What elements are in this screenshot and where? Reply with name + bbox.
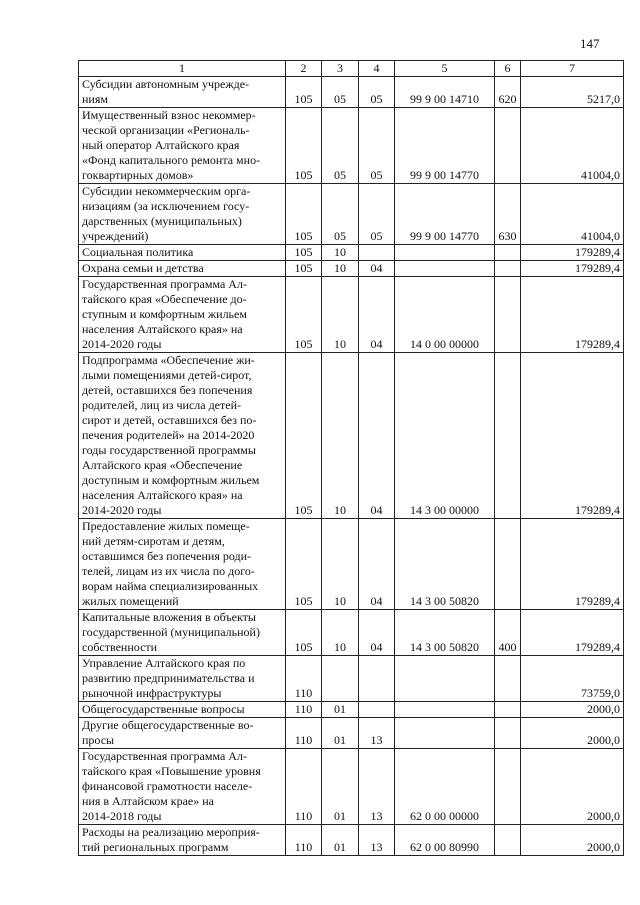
item-name-line: ния в Алтайском крае» на: [82, 794, 214, 808]
section-code-cell: 10: [322, 277, 359, 353]
item-name-cell: [79, 656, 286, 702]
item-name-cell: [79, 749, 286, 825]
column-header: 2: [286, 61, 322, 77]
expense-type-cell: [495, 108, 521, 184]
item-name-cell: [79, 519, 286, 610]
section-code-cell: 01: [322, 702, 359, 718]
item-name-line: государственной (муниципальной): [82, 625, 260, 639]
item-name-line: родителей, лиц из числа детей-: [82, 398, 241, 412]
department-code-cell: 105: [286, 184, 322, 245]
department-code-cell: 105: [286, 77, 322, 108]
item-name-line: тий региональных программ: [82, 840, 229, 854]
subsection-code-cell: [359, 245, 395, 261]
amount-cell: 179289,4: [521, 610, 624, 656]
item-name-line: Имущественный взнос некоммер-: [82, 108, 256, 122]
department-code-cell: 110: [286, 749, 322, 825]
page-number: 147: [580, 36, 600, 51]
section-code-cell: 05: [322, 184, 359, 245]
item-name-line: дарственных (муниципальных): [82, 214, 242, 228]
table-row: [79, 245, 624, 261]
item-name-line: детей, оставшихся без попечения: [82, 383, 253, 397]
target-item-cell: 14 3 00 50820: [395, 519, 495, 610]
item-name-line: низациям (за исключением госу-: [82, 199, 250, 213]
item-name-line: лыми помещениями детей-сирот,: [82, 368, 252, 382]
target-item-cell: [395, 702, 495, 718]
department-code-cell: 110: [286, 825, 322, 856]
section-code-cell: 01: [322, 825, 359, 856]
item-name-line: 2014-2020 годы: [82, 503, 162, 517]
table-row: [79, 184, 624, 245]
section-code-cell: [322, 656, 359, 702]
expense-type-cell: 620: [495, 77, 521, 108]
item-name-cell: [79, 277, 286, 353]
subsection-code-cell: 05: [359, 184, 395, 245]
department-code-cell: 105: [286, 261, 322, 277]
item-name-line: тайского края «Обеспечение до-: [82, 292, 247, 306]
section-code-cell: 10: [322, 261, 359, 277]
subsection-code-cell: 13: [359, 825, 395, 856]
subsection-code-cell: 13: [359, 718, 395, 749]
table-row: [79, 261, 624, 277]
item-name-line: собственности: [82, 640, 158, 654]
item-name-line: учреждений): [82, 229, 149, 243]
department-code-cell: 105: [286, 277, 322, 353]
item-name-line: Подпрограмма «Обеспечение жи-: [82, 353, 255, 367]
item-name-line: Капитальные вложения в объекты: [82, 610, 256, 624]
expense-type-cell: [495, 519, 521, 610]
item-name-cell: [79, 108, 286, 184]
expense-type-cell: [495, 261, 521, 277]
item-name-cell: [79, 702, 286, 718]
item-name-line: оставшимся без попечения роди-: [82, 549, 252, 563]
item-name-cell: [79, 77, 286, 108]
item-name-line: телей, лицам из их числа по дого-: [82, 564, 255, 578]
amount-cell: 179289,4: [521, 261, 624, 277]
expense-type-cell: [495, 718, 521, 749]
item-name-cell: [79, 718, 286, 749]
department-code-cell: 110: [286, 718, 322, 749]
item-name-cell: [79, 245, 286, 261]
table-row: [79, 702, 624, 718]
amount-cell: 73759,0: [521, 656, 624, 702]
subsection-code-cell: 05: [359, 108, 395, 184]
section-code-cell: 10: [322, 610, 359, 656]
expense-type-cell: [495, 245, 521, 261]
target-item-cell: 62 0 00 80990: [395, 825, 495, 856]
target-item-cell: 14 3 00 00000: [395, 353, 495, 519]
item-name-cell: [79, 184, 286, 245]
subsection-code-cell: [359, 702, 395, 718]
target-item-cell: 14 0 00 00000: [395, 277, 495, 353]
item-name-line: Субсидии автономным учрежде-: [82, 77, 250, 91]
item-name-line: «Фонд капитального ремонта мно-: [82, 153, 261, 167]
target-item-cell: 99 9 00 14710: [395, 77, 495, 108]
subsection-code-cell: 13: [359, 749, 395, 825]
item-name-line: Охрана семьи и детства: [82, 261, 204, 275]
amount-cell: 2000,0: [521, 702, 624, 718]
section-code-cell: 01: [322, 749, 359, 825]
subsection-code-cell: 05: [359, 77, 395, 108]
item-name-line: тайского края «Повышение уровня: [82, 764, 261, 778]
amount-cell: 179289,4: [521, 519, 624, 610]
department-code-cell: 110: [286, 656, 322, 702]
amount-cell: 2000,0: [521, 718, 624, 749]
subsection-code-cell: 04: [359, 519, 395, 610]
item-name-line: финансовой грамотности населе-: [82, 779, 253, 793]
section-code-cell: 05: [322, 108, 359, 184]
table-row: [79, 749, 624, 825]
table-row: [79, 353, 624, 519]
subsection-code-cell: [359, 656, 395, 702]
amount-cell: 179289,4: [521, 245, 624, 261]
subsection-code-cell: 04: [359, 261, 395, 277]
target-item-cell: 14 3 00 50820: [395, 610, 495, 656]
subsection-code-cell: 04: [359, 353, 395, 519]
department-code-cell: 105: [286, 353, 322, 519]
item-name-line: доступным и комфортным жильем: [82, 473, 260, 487]
item-name-line: Государственная программа Ал-: [82, 749, 247, 763]
section-code-cell: 10: [322, 245, 359, 261]
expense-type-cell: [495, 656, 521, 702]
column-number-row: [79, 61, 624, 77]
expense-type-cell: 630: [495, 184, 521, 245]
item-name-line: Государственная программа Ал-: [82, 277, 247, 291]
table-row: [79, 825, 624, 856]
item-name-line: ческой организации «Региональ-: [82, 123, 250, 137]
section-code-cell: 01: [322, 718, 359, 749]
table-row: [79, 519, 624, 610]
item-name-line: Предоставление жилых помеще-: [82, 519, 250, 533]
item-name-line: гоквартирных домов»: [82, 168, 194, 182]
item-name-line: жилых помещений: [82, 594, 179, 608]
amount-cell: 179289,4: [521, 353, 624, 519]
subsection-code-cell: 04: [359, 277, 395, 353]
section-code-cell: 10: [322, 353, 359, 519]
column-header: 1: [79, 61, 286, 77]
expense-type-cell: [495, 749, 521, 825]
item-name-line: ворам найма специализированных: [82, 579, 259, 593]
item-name-line: 2014-2020 годы: [82, 337, 162, 351]
item-name-line: печения родителей» на 2014-2020: [82, 428, 255, 442]
expense-type-cell: [495, 825, 521, 856]
column-header: 5: [395, 61, 495, 77]
section-code-cell: 05: [322, 77, 359, 108]
target-item-cell: 99 9 00 14770: [395, 108, 495, 184]
expense-type-cell: [495, 353, 521, 519]
target-item-cell: 99 9 00 14770: [395, 184, 495, 245]
table-row: [79, 77, 624, 108]
expense-type-cell: [495, 702, 521, 718]
column-header: 6: [495, 61, 521, 77]
department-code-cell: 110: [286, 702, 322, 718]
target-item-cell: [395, 261, 495, 277]
target-item-cell: [395, 718, 495, 749]
section-code-cell: 10: [322, 519, 359, 610]
item-name-line: ний детям-сиротам и детям,: [82, 534, 225, 548]
item-name-line: населения Алтайского края» на: [82, 322, 243, 336]
department-code-cell: 105: [286, 610, 322, 656]
item-name-line: годы государственной программы: [82, 443, 256, 457]
column-header: 3: [322, 61, 359, 77]
table-row: [79, 108, 624, 184]
item-name-line: 2014-2018 годы: [82, 809, 162, 823]
item-name-line: просы: [82, 733, 115, 747]
amount-cell: 2000,0: [521, 749, 624, 825]
item-name-line: Расходы на реализацию мероприя-: [82, 825, 260, 839]
department-code-cell: 105: [286, 245, 322, 261]
expense-type-cell: [495, 277, 521, 353]
department-code-cell: 105: [286, 519, 322, 610]
amount-cell: 5217,0: [521, 77, 624, 108]
item-name-cell: [79, 825, 286, 856]
department-code-cell: 105: [286, 108, 322, 184]
column-header: 4: [359, 61, 395, 77]
table-row: [79, 718, 624, 749]
item-name-cell: [79, 353, 286, 519]
item-name-line: Общегосударственные вопросы: [82, 702, 245, 716]
item-name-line: развитию предпринимательства и: [82, 671, 255, 685]
item-name-line: Социальная политика: [82, 245, 194, 259]
item-name-line: рыночной инфраструктуры: [82, 686, 222, 700]
expense-type-cell: 400: [495, 610, 521, 656]
subsection-code-cell: 04: [359, 610, 395, 656]
item-name-line: сирот и детей, оставшихся без по-: [82, 413, 257, 427]
item-name-line: Алтайского края «Обеспечение: [82, 458, 243, 472]
amount-cell: 41004,0: [521, 108, 624, 184]
table-row: [79, 656, 624, 702]
item-name-cell: [79, 610, 286, 656]
column-header: 7: [521, 61, 624, 77]
item-name-line: ступным и комфортным жильем: [82, 307, 247, 321]
target-item-cell: 62 0 00 00000: [395, 749, 495, 825]
amount-cell: 179289,4: [521, 277, 624, 353]
table-row: [79, 277, 624, 353]
item-name-line: Субсидии некоммерческим орга-: [82, 184, 251, 198]
amount-cell: 41004,0: [521, 184, 624, 245]
item-name-line: ный оператор Алтайского края: [82, 138, 240, 152]
table-row: [79, 610, 624, 656]
item-name-line: Другие общегосударственные во-: [82, 718, 254, 732]
amount-cell: 2000,0: [521, 825, 624, 856]
item-name-line: ниям: [82, 92, 108, 106]
item-name-line: населения Алтайского края» на: [82, 488, 243, 502]
item-name-cell: [79, 261, 286, 277]
target-item-cell: [395, 656, 495, 702]
target-item-cell: [395, 245, 495, 261]
item-name-line: Управление Алтайского края по: [82, 656, 246, 670]
budget-table: [78, 60, 624, 856]
